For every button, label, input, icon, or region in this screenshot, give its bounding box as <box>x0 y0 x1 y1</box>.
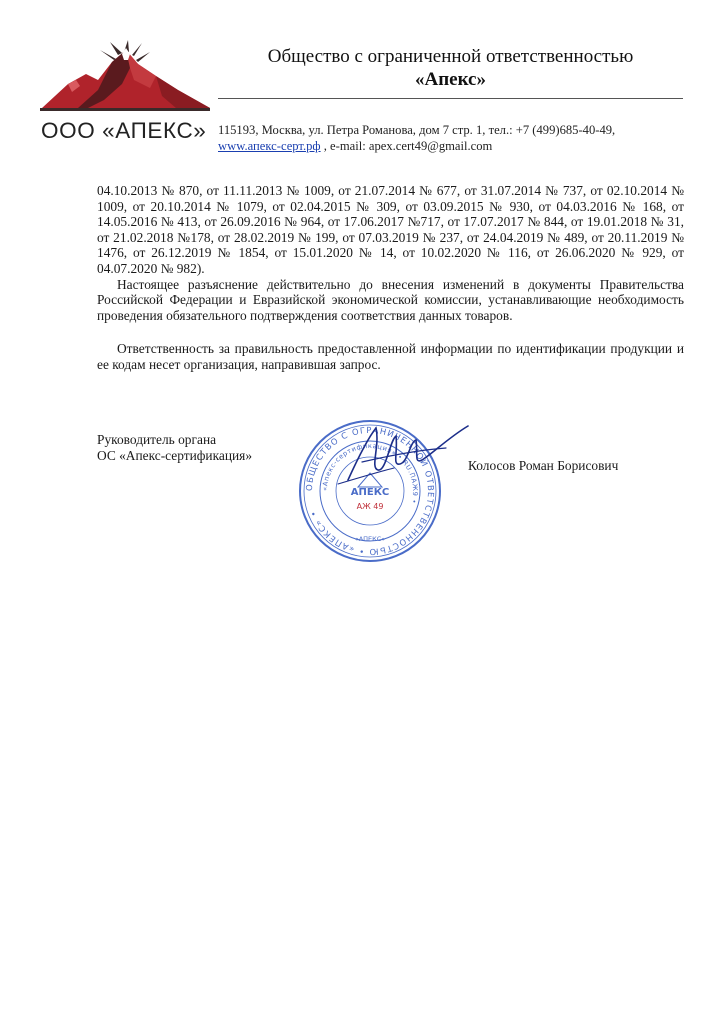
stamp-bottom-text: «АПЕКС» <box>354 535 386 543</box>
paragraph-spacer <box>97 323 684 341</box>
contact-info <box>218 122 688 154</box>
mountain-logo-icon <box>38 40 213 120</box>
responsibility-paragraph: Ответственность за правильность предоставленной информации по идентификации продукции и ее кодам несет организация, направившая запрос. <box>97 341 684 372</box>
position-line-2: ОС «Апекс-сертификация» <box>97 448 253 463</box>
header-divider <box>218 98 683 99</box>
signatory-name: Колосов Роман Борисович <box>468 458 619 473</box>
validity-paragraph: Настоящее разъяснение действительно до внесения изменений в документы Правительства Российской Федерации и Евразийской экономической комиссии, устанавливающие необходимость проведения обязательного подтверждения соответствия данных товаров. <box>97 276 684 323</box>
stamp-center-text: АПЕКС <box>350 487 390 498</box>
address-line: 115193, Москва, ул. Петра Романова, дом 7 стр. 1, тел.: +7 (499)685-40-49, <box>218 123 616 137</box>
logo-caption: ООО «АПЕКС» <box>41 118 207 143</box>
handwritten-signature-icon <box>318 418 478 488</box>
position-line-1: Руководитель органа <box>97 432 217 447</box>
stamp-inner-ring-text: «Апекс-сертификация» • RU.ПАЖ9 • <box>320 441 420 505</box>
letter-body <box>97 183 684 373</box>
signatory-position <box>97 432 252 464</box>
website-link[interactable]: www.апекс-серт.рф <box>218 139 321 153</box>
stamp-ring-text: ОБЩЕСТВО С ОГРАНИЧЕННОЙ ОТВЕТСТВЕННОСТЬЮ • «АПЕКС» • <box>303 424 437 558</box>
organization-name: «Апекс» <box>414 69 486 90</box>
web-email-line <box>218 138 688 154</box>
organization-type: Общество с ограниченной ответственностью <box>267 46 634 67</box>
email-text: , e-mail: apex.cert49@gmail.com <box>320 139 493 153</box>
decree-list-paragraph: 04.10.2013 № 870, от 11.11.2013 № 1009, от 21.07.2014 № 677, от 31.07.2014 № 737, от 02.10.2014 № 1009, от 20.10.2014 № 1079, от 02.04.2015 № 309, от 03.09.2015 № 930, от 04.03.2016 № 168, от 14.05.2016 № 413, от 26.09.2016 № 964, от 17.06.2017 №717, от 17.07.2017 № 844, от 19.01.2018 № 31, от 21.02.2018 №178, от 28.02.2019 № 199, от 07.03.2019 № 237, от 24.04.2019 № 489, от 20.11.2019 № 1476, от 26.12.2019 № 1854, от 15.01.2020 № 14, от 10.02.2020 № 116, от 26.06.2020 № 929, от 04.07.2020 № 982). <box>97 183 684 276</box>
stamp-code-text: АЖ 49 <box>356 502 384 511</box>
organization-title <box>218 45 683 91</box>
